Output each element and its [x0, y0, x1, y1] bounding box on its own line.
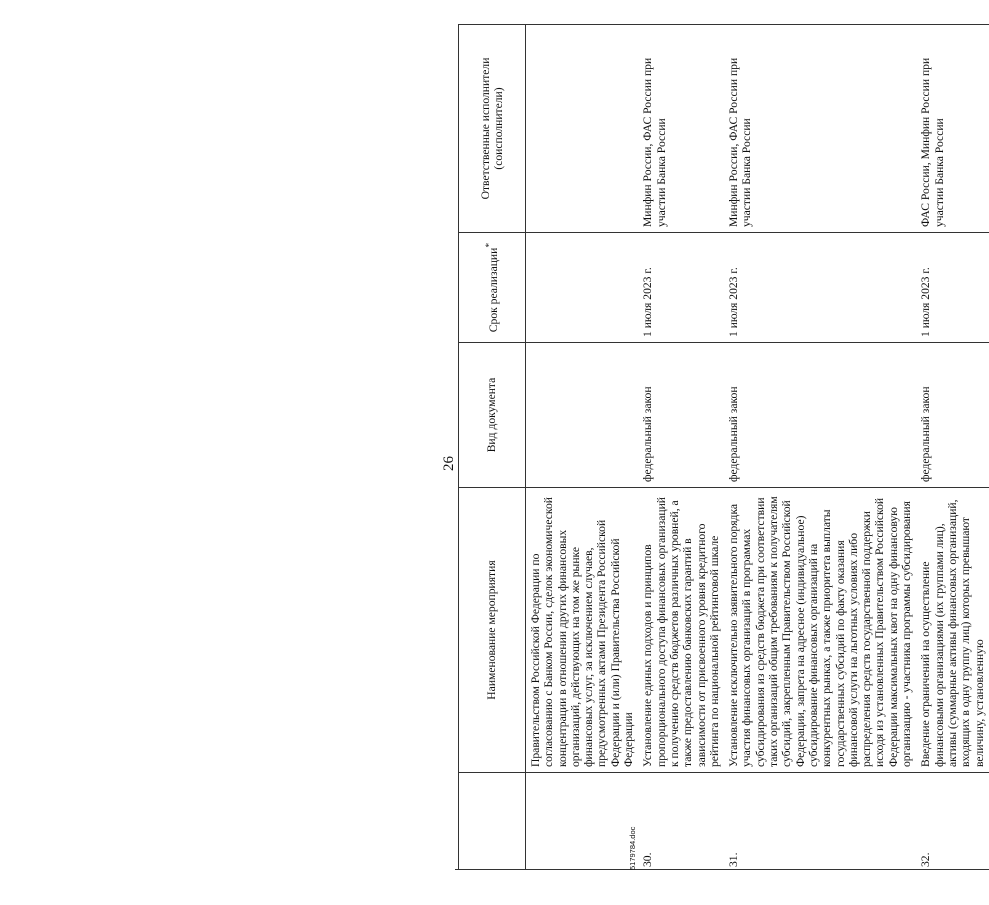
row-deadline: 1 июля 2023 г.	[638, 233, 724, 343]
row-doc-type: федеральный закон	[724, 343, 916, 488]
page-number: 26	[441, 456, 457, 471]
header-deadline-mark: *	[484, 242, 496, 248]
header-name: Наименование мероприятия	[459, 488, 526, 773]
table-header-row	[459, 25, 526, 870]
row-deadline	[526, 233, 639, 343]
row-executors: Минфин России, ФАС России при участии Банка России	[724, 25, 916, 233]
table-row	[526, 25, 639, 870]
row-name: Правительством Российской Федерации по согласованию с Банком России, сделок экономической концентрации в отношении других финансовых организаций, действующих на том же рынке финансовых услуг, за исключением случаев, предусмотренных актами Президента Российской Федерации и (или) Правительства Российской Федерации	[526, 488, 639, 773]
row-name: Установление единых подходов и принципов пропорционального доступа финансовых организаций к получению средств бюджетов различных уровней, а также предоставлению банковских гарантий в зависимости от присвоенного уровня кредитного рейтинга по национальной рейтинговой шкале	[638, 488, 724, 773]
header-executors: Ответственные исполнители (соисполнители)	[459, 25, 526, 233]
measures-table	[458, 24, 989, 870]
row-doc-type	[526, 343, 639, 488]
table-row	[724, 25, 916, 870]
document-code: 5179784.doc	[628, 826, 637, 870]
row-deadline: 1 июля 2023 г.	[916, 233, 988, 343]
row-doc-type: федеральный закон	[638, 343, 724, 488]
row-doc-type: федеральный закон	[916, 343, 988, 488]
table-row	[916, 25, 988, 870]
row-deadline: 1 июля 2023 г.	[724, 233, 916, 343]
header-deadline-label: Срок реализации	[487, 247, 501, 333]
row-number: 32.	[916, 773, 988, 870]
document-page	[0, 25, 986, 870]
row-executors: Минфин России, ФАС России при участии Банка России	[638, 25, 724, 233]
row-name: Установление исключительно заявительного порядка участия финансовых организаций в программах субсидирования из средств бюджета при соответствии таких организаций общим требованиям к получателям субсидий, закрепленным Правительством Российской Федерации, запрета на адресное (индивидуальное) субсидирование финансовых организаций на конкурентных рынках, а также приоритета выплаты государственных субсидий по факту оказания финансовой услуги на льготных условиях либо распределения средств государственной поддержки исходя из установленных Правительством Российской Федерации максимальных квот на одну финансовую организацию - участника программы субсидирования	[724, 488, 916, 773]
table-row	[638, 25, 724, 870]
row-name: Введение ограничений на осуществление финансовыми организациями (их группами лиц), активы (суммарные активы финансовых организаций, входящих в одну группу лиц) которых превышают величину, установленную	[916, 488, 988, 773]
header-deadline	[459, 233, 526, 343]
row-executors: ФАС России, Минфин России при участии Банка России	[916, 25, 988, 233]
header-doc-type: Вид документа	[459, 343, 526, 488]
row-executors	[526, 25, 639, 233]
header-number	[459, 773, 526, 870]
row-number: 31.	[724, 773, 916, 870]
row-number: 30.	[638, 773, 724, 870]
row-number	[526, 773, 639, 870]
